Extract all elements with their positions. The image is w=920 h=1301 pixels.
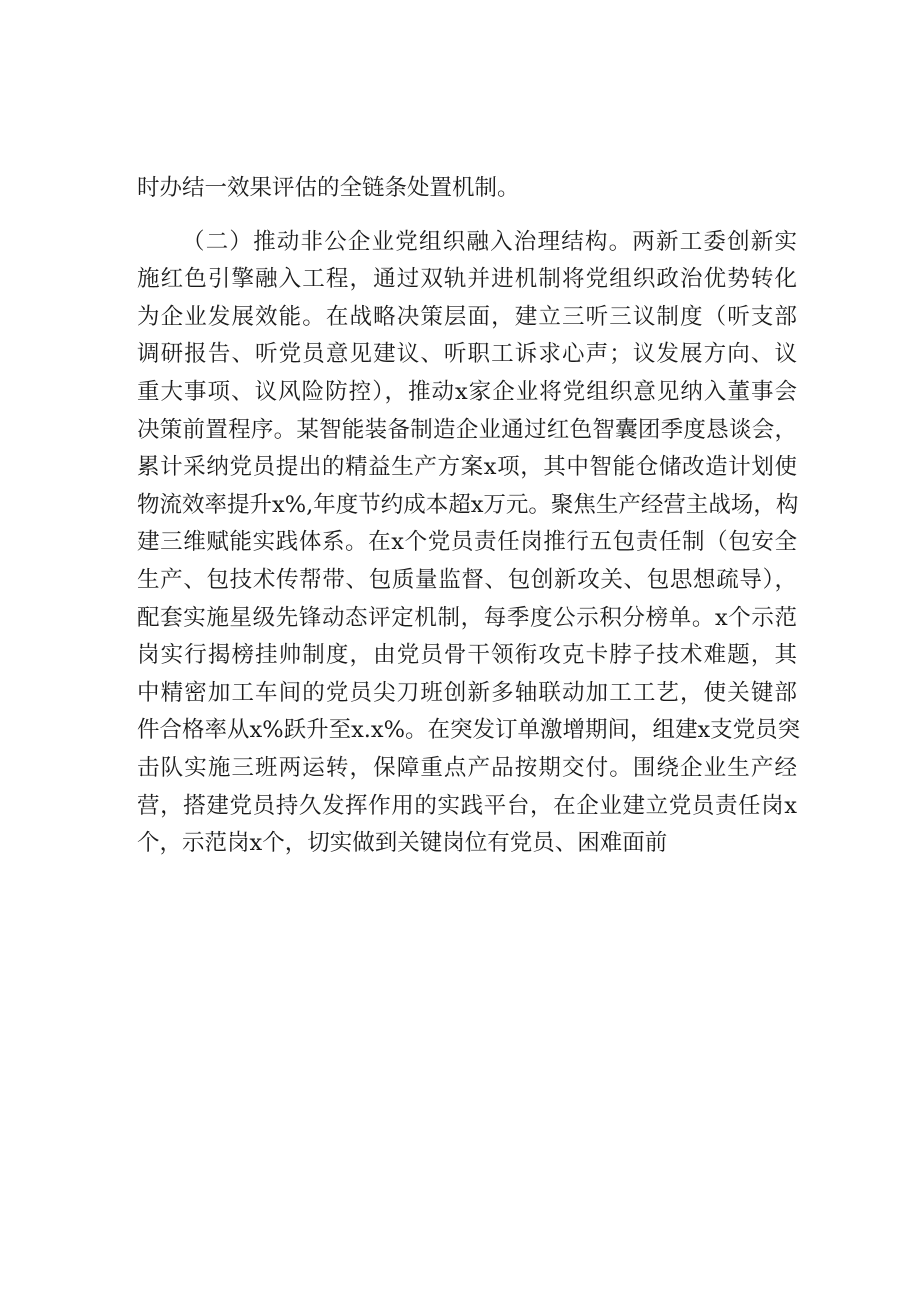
paragraph-2 — [137, 224, 797, 262]
paragraph-2-line: （二）推动非公企业党组织融入治理结构。两新工委创新实 — [182, 228, 797, 255]
paragraph-2-line: 调研报告、听党员意见建议、听职工诉求心声；议发展方向、议 — [137, 341, 797, 368]
paragraph-2-line: 建三维赋能实践体系。在x个党员责任岗推行五包责任制（包安全 — [137, 529, 797, 556]
paragraph-2-line: 件合格率从x%跃升至x.x%。在突发订单激增期间，组建x支党员突 — [137, 717, 801, 744]
paragraph-2-line: 配套实施星级先锋动态评定机制，每季度公示积分榜单。x个示范 — [137, 604, 797, 631]
paragraph-1-line: 时办结一效果评估的全链条处置机制。 — [137, 175, 520, 201]
paragraph-2-line: 个，示范岗x个，切实做到关键岗位有党员、困难面前 — [137, 830, 668, 857]
paragraph-2-line: 生产、包技术传帮带、包质量监督、包创新攻关、包思想疏导）， — [137, 566, 797, 593]
paragraph-gap — [137, 208, 797, 224]
paragraph-2-line: 中精密加工车间的党员尖刀班创新多轴联动加工工艺，使关键部 — [137, 679, 797, 706]
paragraph-2-line: 击队实施三班两运转，保障重点产品按期交付。围绕企业生产经 — [137, 754, 797, 781]
document-body — [137, 170, 801, 863]
paragraph-2-line: 物流效率提升x%,年度节约成本超x万元。聚焦生产经营主战场，构 — [137, 491, 799, 518]
paragraph-2-line: 为企业发展效能。在战略决策层面，建立三听三议制度（听支部 — [137, 303, 797, 330]
paragraph-2-line: 施红色引擎融入工程，通过双轨并进机制将党组织政治优势转化 — [137, 266, 797, 293]
paragraph-2-line: 重大事项、议风险防控），推动x家企业将党组织意见纳入董事会 — [137, 378, 797, 405]
paragraph-2-line: 营，搭建党员持久发挥作用的实践平台，在企业建立党员责任岗x — [137, 792, 797, 819]
paragraph-2-line: 决策前置程序。某智能装备制造企业通过红色智囊团季度恳谈会， — [137, 416, 797, 443]
paragraph-2-line: 岗实行揭榜挂帅制度，由党员骨干领衔攻克卡脖子技术难题，其 — [137, 642, 797, 669]
paragraph-2-line: 累计采纳党员提出的精益生产方案x项，其中智能仓储改造计划使 — [137, 454, 797, 481]
